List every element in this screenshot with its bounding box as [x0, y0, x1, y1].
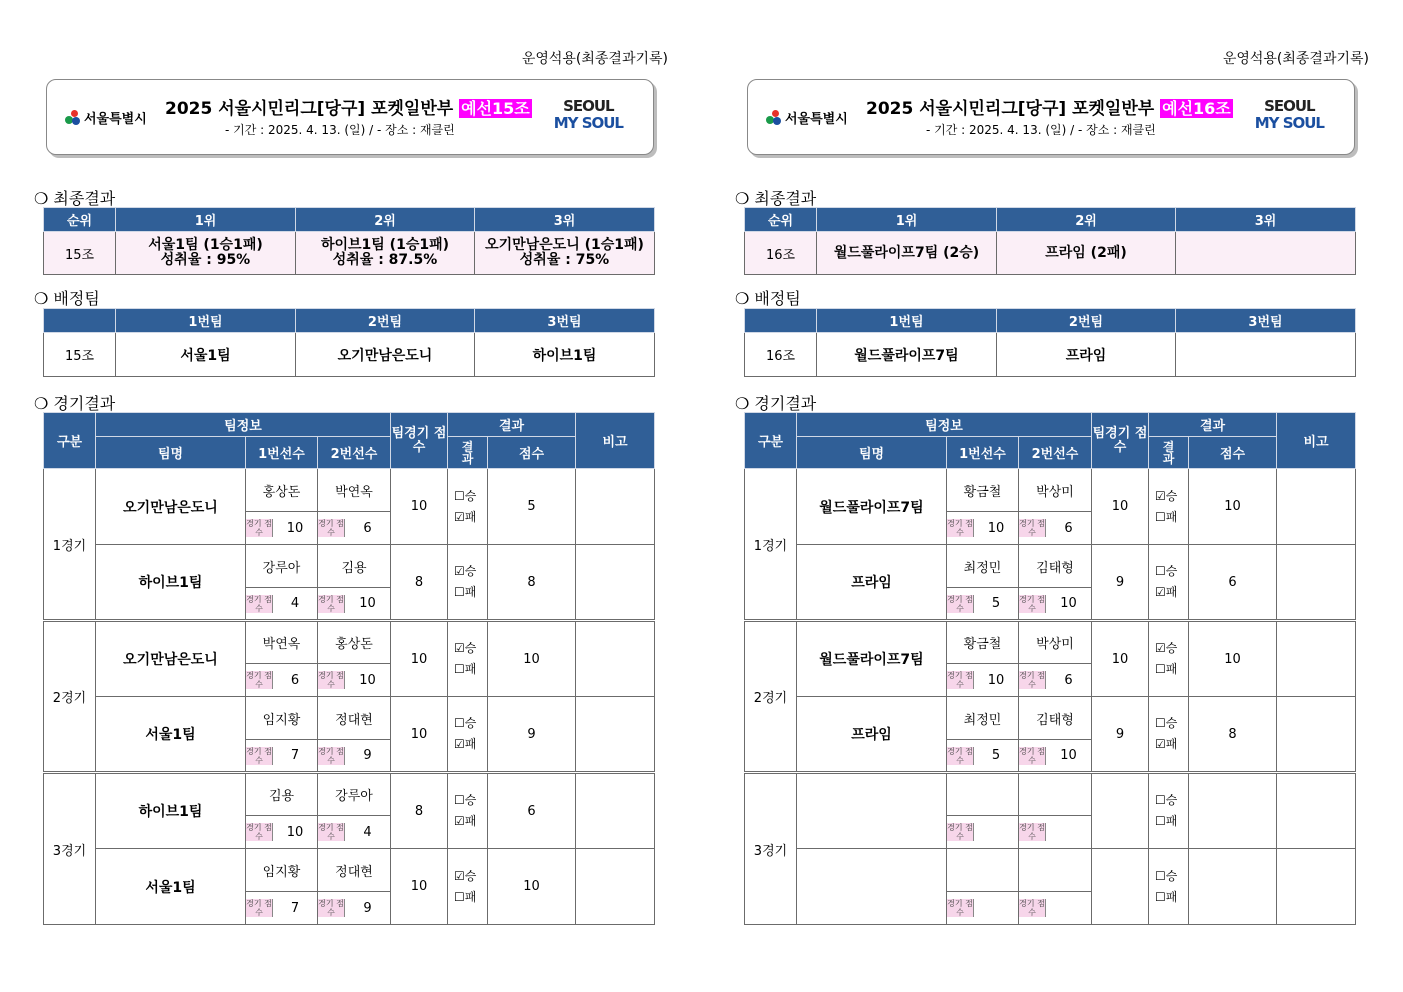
- final-header: 3위: [1176, 208, 1356, 232]
- group-cell: 15조: [44, 232, 116, 275]
- team-game-score: 10: [391, 469, 448, 545]
- team-name-cell: 서울1팀: [96, 697, 246, 773]
- player-2-score-cell: [318, 816, 391, 849]
- score-label: 경기 점수: [1019, 823, 1045, 841]
- header-team-score: 팀경기 점수: [391, 413, 448, 469]
- page-title: [165, 94, 532, 119]
- player-1-score-cell: [947, 512, 1019, 545]
- header-player-2: 2번선수: [318, 437, 391, 469]
- header-points: 점수: [488, 437, 576, 469]
- game-label: 3경기: [44, 773, 96, 925]
- section-assigned-teams: ❍ 배정팀: [34, 289, 100, 308]
- brand-top: SEOUL: [1264, 97, 1315, 115]
- win-lose-cell[interactable]: [1149, 545, 1189, 621]
- score-label: 경기 점수: [246, 519, 272, 537]
- player-1-score: 5: [991, 596, 1001, 611]
- player-2-name: 김용: [318, 545, 391, 588]
- points-cell: 10: [488, 621, 576, 697]
- win-lose-cell[interactable]: [1149, 773, 1189, 849]
- player-1-score-cell: [246, 740, 318, 773]
- brand-bottom: MY SOUL: [1254, 114, 1324, 132]
- assign-header: [44, 309, 116, 333]
- player-1-name: 황금철: [947, 469, 1019, 512]
- player-1-name: 최정민: [947, 697, 1019, 740]
- lose-checkbox[interactable]: ☑패: [1155, 737, 1178, 751]
- header-division: 구분: [745, 413, 797, 469]
- lose-checkbox[interactable]: ☐패: [1155, 889, 1178, 904]
- note-cell[interactable]: [576, 621, 655, 697]
- player-2-name: 정대현: [318, 849, 391, 892]
- lose-checkbox[interactable]: ☑패: [1155, 585, 1178, 599]
- usage-label: 운영석용(최종결과기록): [1222, 51, 1369, 67]
- player-1-name: 최정민: [947, 545, 1019, 588]
- score-label: 경기 점수: [246, 671, 272, 689]
- score-label: 경기 점수: [947, 519, 973, 537]
- team-game-score: 8: [391, 545, 448, 621]
- assign-header: 3번팀: [1176, 309, 1356, 333]
- game-row-top: [745, 773, 1356, 816]
- title-banner: [747, 79, 1355, 155]
- note-cell[interactable]: [576, 545, 655, 621]
- player-1-name: 강루아: [246, 545, 318, 588]
- lose-checkbox[interactable]: ☑패: [454, 737, 477, 751]
- game-row-top: [44, 773, 655, 816]
- team-game-score: 9: [1092, 545, 1149, 621]
- game-row-top: [745, 469, 1356, 512]
- header-team-name: 팀명: [96, 437, 246, 469]
- player-2-score-cell: [318, 588, 391, 621]
- player-2-score: 10: [359, 596, 376, 611]
- points-cell: 6: [488, 773, 576, 849]
- game-row-top: [745, 697, 1356, 740]
- points-cell: 5: [488, 469, 576, 545]
- points-cell: 6: [1189, 545, 1277, 621]
- page-title: [866, 94, 1233, 119]
- note-cell[interactable]: [1277, 621, 1356, 697]
- player-2-score-cell: [1019, 588, 1092, 621]
- note-cell[interactable]: [1277, 469, 1356, 545]
- player-2-name: 홍상돈: [318, 621, 391, 664]
- player-1-name: [947, 849, 1019, 892]
- game-label: 1경기: [745, 469, 797, 621]
- player-2-score: 6: [1064, 520, 1073, 536]
- rank-2-cell: [997, 232, 1176, 275]
- lose-checkbox[interactable]: ☐패: [454, 585, 477, 599]
- score-label: 경기 점수: [1019, 746, 1045, 765]
- win-checkbox[interactable]: ☐승: [1155, 868, 1178, 883]
- player-2-score-cell: [1019, 664, 1092, 697]
- player-2-score-cell: [318, 892, 391, 925]
- player-1-name: 임지황: [246, 697, 318, 740]
- team-name-cell: 하이브1팀: [96, 545, 246, 621]
- final-header: 순위: [44, 208, 116, 232]
- section-final-results: ❍ 최종결과: [34, 189, 116, 208]
- header-player-2: 2번선수: [1019, 437, 1092, 469]
- score-label: 경기 점수: [947, 671, 973, 689]
- game-row-top: [745, 621, 1356, 664]
- score-label: 경기 점수: [1019, 594, 1045, 613]
- lose-checkbox[interactable]: ☐패: [1155, 814, 1178, 828]
- team-name-cell: [797, 849, 947, 925]
- win-lose-cell[interactable]: [1149, 469, 1189, 545]
- header-division: 구분: [44, 413, 96, 469]
- final-results-table: [43, 207, 655, 275]
- player-1-score-cell: [947, 664, 1019, 697]
- win-checkbox[interactable]: ☑승: [1155, 641, 1178, 655]
- player-2-score-cell: [1019, 816, 1092, 849]
- lose-checkbox[interactable]: ☐패: [454, 662, 477, 676]
- note-cell[interactable]: [576, 469, 655, 545]
- brand-bottom: MY SOUL: [553, 114, 623, 132]
- lose-checkbox[interactable]: ☑패: [454, 814, 477, 828]
- player-2-score: [1046, 899, 1091, 917]
- group-cell: 16조: [745, 333, 817, 377]
- player-1-name: [947, 773, 1019, 816]
- score-label: 경기 점수: [318, 746, 344, 765]
- header-win-lose: 결 과: [1149, 437, 1189, 469]
- group-cell: 16조: [745, 232, 817, 275]
- team-3-cell: [1176, 333, 1356, 377]
- final-header: 1위: [116, 208, 296, 232]
- score-label: 경기 점수: [947, 899, 973, 917]
- player-2-score: [1046, 823, 1091, 841]
- player-2-score-cell: [1019, 892, 1092, 925]
- assign-header: [745, 309, 817, 333]
- team-1-cell: 월드풀라이프7팀: [817, 333, 997, 377]
- win-checkbox[interactable]: ☐승: [454, 716, 477, 730]
- player-2-name: 김태형: [1019, 545, 1092, 588]
- assigned-teams-table: [43, 308, 655, 377]
- score-label: 경기 점수: [318, 823, 344, 841]
- score-label: 경기 점수: [318, 594, 344, 613]
- win-lose-cell[interactable]: [448, 697, 488, 773]
- rank-2-team: 하이브1팀 (1승1패): [320, 237, 450, 253]
- seoul-city-logo: [766, 108, 848, 127]
- win-checkbox[interactable]: ☐승: [1155, 793, 1178, 807]
- player-1-score-cell: [246, 588, 318, 621]
- points-cell: 9: [488, 697, 576, 773]
- title-text: 2025 서울시민리그[당구] 포켓일반부: [866, 99, 1161, 119]
- win-lose-cell[interactable]: [1149, 697, 1189, 773]
- rank-3-rate: 성취율 : 75%: [519, 252, 610, 268]
- usage-label: 운영석용(최종결과기록): [521, 51, 668, 67]
- score-label: 경기 점수: [1019, 899, 1045, 917]
- player-1-score: 5: [991, 748, 1001, 763]
- final-header: 순위: [745, 208, 817, 232]
- player-2-score-cell: [1019, 512, 1092, 545]
- rank-1-team: 서울1팀 (1승1패): [148, 237, 263, 253]
- title-banner: [46, 79, 654, 155]
- team-name-cell: 월드풀라이프7팀: [797, 469, 947, 545]
- section-final-results: ❍ 최종결과: [735, 189, 817, 208]
- header-points: 점수: [1189, 437, 1277, 469]
- seoul-my-soul-logo: [554, 98, 623, 132]
- team-2-cell: 프라임: [997, 333, 1176, 377]
- rank-1-cell: [817, 232, 997, 275]
- rank-2-rate: 성취율 : 87.5%: [332, 252, 438, 268]
- score-label: 경기 점수: [947, 594, 973, 613]
- team-game-score: 9: [1092, 697, 1149, 773]
- score-label: 경기 점수: [318, 519, 344, 537]
- player-1-score: [974, 823, 1018, 841]
- city-name: 서울특별시: [785, 112, 848, 127]
- final-results-table: [744, 207, 1356, 275]
- team-name-cell: 프라임: [797, 545, 947, 621]
- rank-1-team: 월드풀라이프7팀 (2승): [833, 244, 980, 261]
- rank-2-cell: [296, 232, 475, 275]
- score-label: 경기 점수: [246, 746, 272, 765]
- player-1-score: 10: [286, 520, 304, 536]
- group-tag: 예선15조: [461, 99, 530, 118]
- seoul-city-logo: [65, 108, 147, 127]
- win-checkbox[interactable]: ☑승: [454, 641, 477, 655]
- player-2-name: [1019, 849, 1092, 892]
- points-cell: 8: [488, 545, 576, 621]
- assign-header: 1번팀: [116, 309, 296, 333]
- header-team-name: 팀명: [797, 437, 947, 469]
- note-cell[interactable]: [1277, 773, 1356, 849]
- header-note: 비고: [576, 413, 655, 469]
- rank-3-cell: [1176, 232, 1356, 275]
- header-team-score: 팀경기 점수: [1092, 413, 1149, 469]
- player-2-score: 10: [1060, 748, 1077, 763]
- seoul-symbol-icon: [65, 110, 81, 126]
- team-3-cell: 하이브1팀: [475, 333, 655, 377]
- win-checkbox[interactable]: ☐승: [454, 793, 477, 807]
- player-2-score: 6: [1064, 672, 1073, 688]
- player-2-name: 박연옥: [318, 469, 391, 512]
- result-sheet-2: [735, 0, 1369, 992]
- group-cell: 15조: [44, 333, 116, 377]
- player-1-score: 7: [290, 748, 300, 763]
- team-game-score: 8: [391, 773, 448, 849]
- player-1-score-cell: [947, 892, 1019, 925]
- win-lose-cell[interactable]: [448, 773, 488, 849]
- event-info: - 기간 : 2025. 4. 13. (일) / - 장소 : 재클린: [926, 123, 1156, 137]
- game-label: 2경기: [745, 621, 797, 773]
- win-lose-cell[interactable]: [448, 469, 488, 545]
- final-header: 2위: [997, 208, 1176, 232]
- player-1-score-cell: [246, 664, 318, 697]
- team-game-score: 10: [391, 697, 448, 773]
- score-label: 경기 점수: [1019, 519, 1045, 537]
- team-game-score: 10: [391, 849, 448, 925]
- player-2-score: 9: [363, 748, 372, 763]
- win-checkbox[interactable]: ☐승: [1155, 564, 1178, 578]
- rank-1-rate: 성취율 : 95%: [160, 252, 251, 268]
- player-1-name: 황금철: [947, 621, 1019, 664]
- player-1-score-cell: [947, 740, 1019, 773]
- rank-1-cell: [116, 232, 296, 275]
- rank-3-team: 오기만남은도니 (1승1패): [485, 237, 644, 253]
- win-lose-cell[interactable]: [448, 849, 488, 925]
- player-1-score-cell: [246, 816, 318, 849]
- win-checkbox[interactable]: ☑승: [454, 564, 477, 578]
- game-row-top: [44, 621, 655, 664]
- lose-checkbox[interactable]: ☑패: [454, 509, 477, 524]
- city-name: 서울특별시: [84, 112, 147, 127]
- player-2-score-cell: [1019, 740, 1092, 773]
- header-team-info: 팀정보: [96, 413, 391, 437]
- group-tag: 예선16조: [1162, 99, 1231, 118]
- lose-checkbox[interactable]: ☐패: [1155, 509, 1178, 524]
- note-cell[interactable]: [576, 773, 655, 849]
- assign-header: 2번팀: [296, 309, 475, 333]
- player-1-score: 6: [290, 672, 300, 688]
- note-cell[interactable]: [576, 697, 655, 773]
- player-2-score: 4: [363, 824, 372, 840]
- score-label: 경기 점수: [246, 823, 272, 841]
- player-1-score: 7: [290, 900, 300, 916]
- lose-checkbox[interactable]: ☐패: [1155, 662, 1178, 676]
- team-game-score: 10: [1092, 621, 1149, 697]
- game-row-top: [745, 849, 1356, 892]
- title-text: 2025 서울시민리그[당구] 포켓일반부: [165, 99, 460, 119]
- score-label: 경기 점수: [947, 823, 973, 841]
- game-label: 2경기: [44, 621, 96, 773]
- score-label: 경기 점수: [246, 899, 272, 917]
- team-game-score: [1092, 849, 1149, 925]
- win-checkbox[interactable]: ☐승: [1155, 716, 1178, 730]
- final-header: 2위: [296, 208, 475, 232]
- section-game-results: ❍ 경기결과: [735, 394, 817, 413]
- assign-header: 3번팀: [475, 309, 655, 333]
- player-2-name: 정대현: [318, 697, 391, 740]
- team-name-cell: [797, 773, 947, 849]
- rank-3-cell: [475, 232, 655, 275]
- game-results-table: [43, 412, 655, 925]
- win-lose-cell[interactable]: [1149, 621, 1189, 697]
- final-header: 1위: [817, 208, 997, 232]
- game-label: 3경기: [745, 773, 797, 925]
- win-checkbox[interactable]: ☑승: [1155, 488, 1178, 503]
- seoul-symbol-icon: [766, 110, 782, 126]
- player-2-name: 강루아: [318, 773, 391, 816]
- team-name-cell: 월드풀라이프7팀: [797, 621, 947, 697]
- lose-checkbox[interactable]: ☐패: [454, 889, 477, 904]
- team-game-score: 10: [1092, 469, 1149, 545]
- game-row-top: [44, 697, 655, 740]
- seoul-my-soul-logo: [1255, 98, 1324, 132]
- score-label: 경기 점수: [318, 899, 344, 917]
- player-1-score-cell: [246, 512, 318, 545]
- player-2-name: 김태형: [1019, 697, 1092, 740]
- note-cell[interactable]: [1277, 545, 1356, 621]
- game-row-top: [44, 469, 655, 512]
- header-result: 결과: [448, 413, 576, 437]
- assign-header: 2번팀: [997, 309, 1176, 333]
- player-2-name: [1019, 773, 1092, 816]
- points-cell: 10: [1189, 621, 1277, 697]
- player-1-score: 10: [987, 672, 1005, 688]
- team-name-cell: 하이브1팀: [96, 773, 246, 849]
- win-checkbox[interactable]: ☐승: [454, 488, 477, 503]
- header-player-1: 1번선수: [246, 437, 318, 469]
- assign-header: 1번팀: [817, 309, 997, 333]
- final-header: 3위: [475, 208, 655, 232]
- game-row-top: [745, 545, 1356, 588]
- player-2-name: 박상미: [1019, 621, 1092, 664]
- win-checkbox[interactable]: ☑승: [454, 868, 477, 883]
- points-cell: 8: [1189, 697, 1277, 773]
- team-2-cell: 오기만남은도니: [296, 333, 475, 377]
- player-1-name: 박연옥: [246, 621, 318, 664]
- player-1-score: 10: [987, 520, 1005, 536]
- score-label: 경기 점수: [947, 746, 973, 765]
- player-2-score-cell: [318, 740, 391, 773]
- win-lose-cell[interactable]: [448, 545, 488, 621]
- rank-2-team: 프라임 (2패): [1045, 244, 1127, 261]
- player-2-score: 10: [1060, 596, 1077, 611]
- player-2-score: 9: [363, 900, 372, 916]
- score-label: 경기 점수: [246, 594, 272, 613]
- points-cell: 10: [1189, 469, 1277, 545]
- player-2-name: 박상미: [1019, 469, 1092, 512]
- player-1-name: 홍상돈: [246, 469, 318, 512]
- team-1-cell: 서울1팀: [116, 333, 296, 377]
- player-1-score: 4: [290, 596, 300, 611]
- player-1-score: 10: [286, 824, 304, 840]
- player-1-score-cell: [947, 588, 1019, 621]
- header-player-1: 1번선수: [947, 437, 1019, 469]
- header-win-lose: 결 과: [448, 437, 488, 469]
- game-label: 1경기: [44, 469, 96, 621]
- win-lose-cell[interactable]: [1149, 849, 1189, 925]
- player-1-name: 김용: [246, 773, 318, 816]
- team-name-cell: 서울1팀: [96, 849, 246, 925]
- header-team-info: 팀정보: [797, 413, 1092, 437]
- win-lose-cell[interactable]: [448, 621, 488, 697]
- note-cell[interactable]: [1277, 697, 1356, 773]
- assigned-teams-table: [744, 308, 1356, 377]
- game-results-table: [744, 412, 1356, 925]
- player-2-score: 6: [363, 520, 372, 536]
- header-note: 비고: [1277, 413, 1356, 469]
- game-row-top: [44, 849, 655, 892]
- score-label: 경기 점수: [318, 671, 344, 689]
- player-1-score-cell: [246, 892, 318, 925]
- game-row-top: [44, 545, 655, 588]
- brand-top: SEOUL: [563, 97, 614, 115]
- event-info: - 기간 : 2025. 4. 13. (일) / - 장소 : 재클린: [225, 123, 455, 137]
- team-game-score: 10: [391, 621, 448, 697]
- player-1-name: 임지황: [246, 849, 318, 892]
- result-sheet-1: [34, 0, 668, 992]
- points-cell: [1189, 773, 1277, 849]
- points-cell: [1189, 849, 1277, 925]
- team-game-score: [1092, 773, 1149, 849]
- player-2-score-cell: [318, 664, 391, 697]
- player-2-score-cell: [318, 512, 391, 545]
- player-2-score: 10: [359, 672, 376, 688]
- note-cell[interactable]: [1277, 849, 1356, 925]
- team-name-cell: 오기만남은도니: [96, 621, 246, 697]
- section-assigned-teams: ❍ 배정팀: [735, 289, 801, 308]
- score-label: 경기 점수: [1019, 671, 1045, 689]
- team-name-cell: 프라임: [797, 697, 947, 773]
- points-cell: 10: [488, 849, 576, 925]
- player-1-score: [974, 899, 1018, 917]
- player-1-score-cell: [947, 816, 1019, 849]
- header-result: 결과: [1149, 413, 1277, 437]
- section-game-results: ❍ 경기결과: [34, 394, 116, 413]
- team-name-cell: 오기만남은도니: [96, 469, 246, 545]
- note-cell[interactable]: [576, 849, 655, 925]
